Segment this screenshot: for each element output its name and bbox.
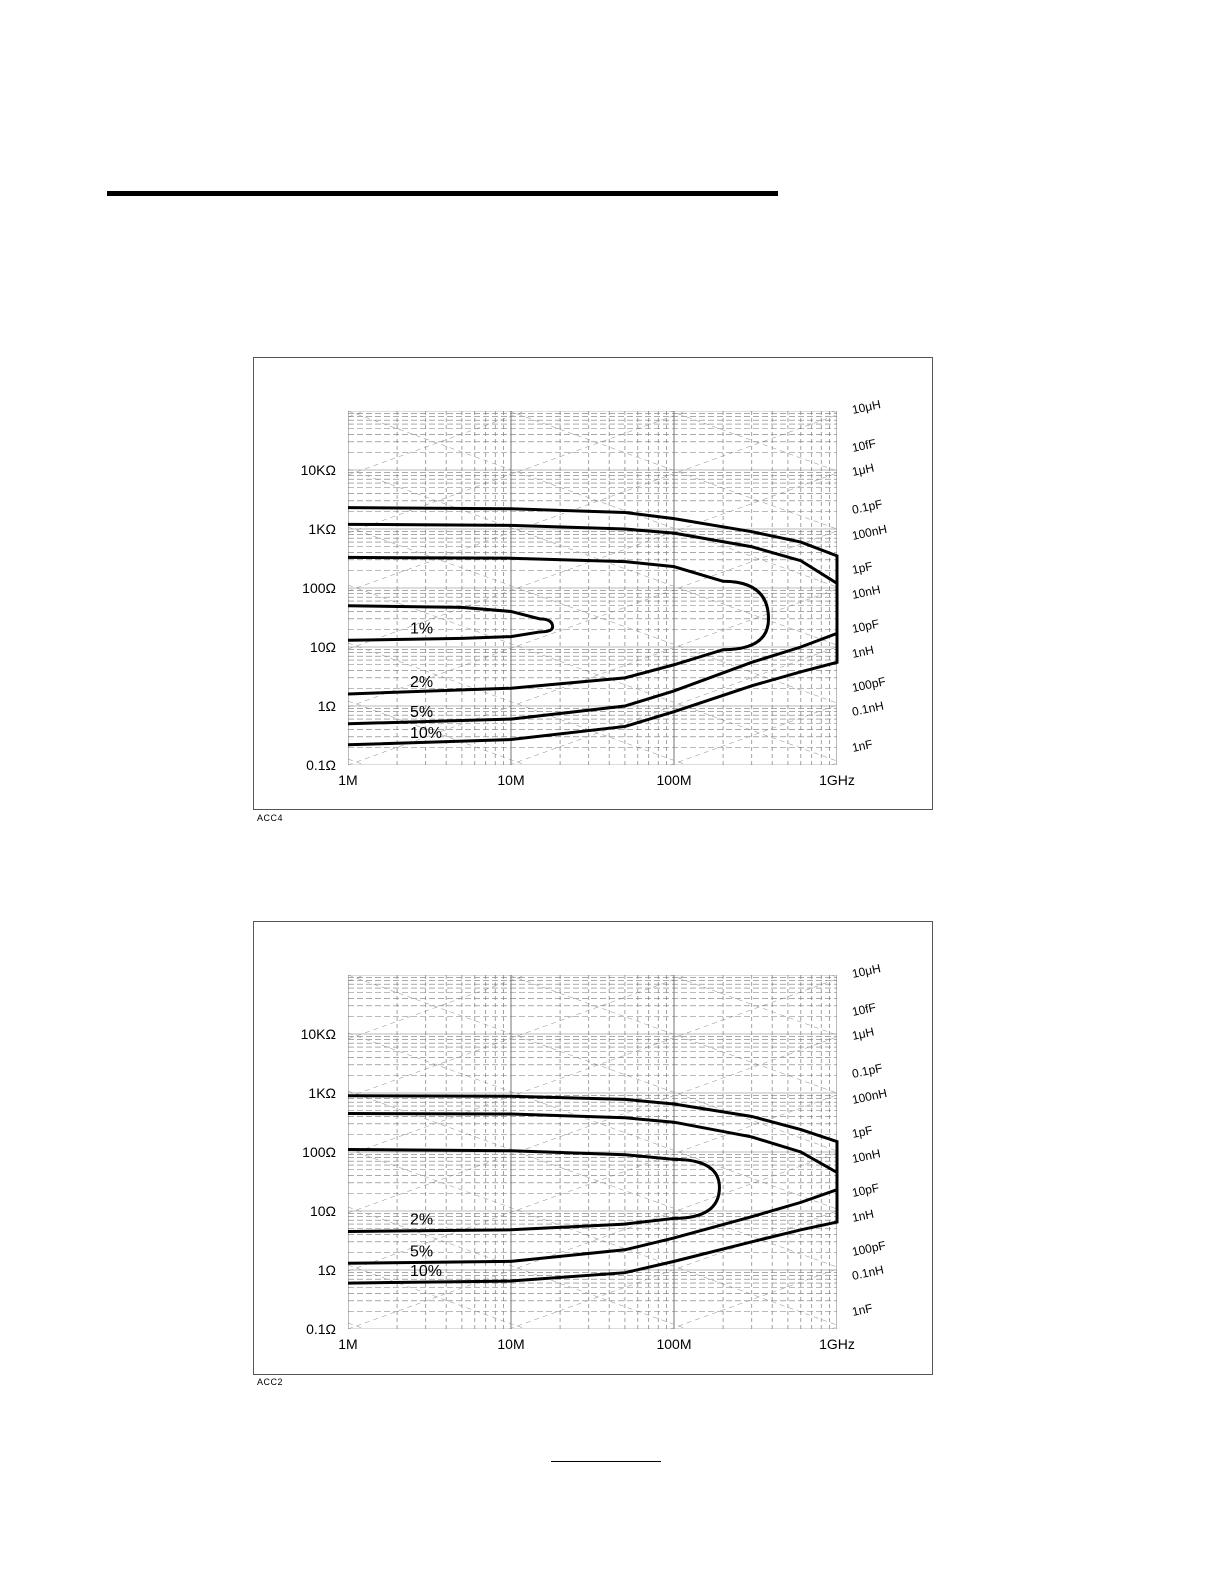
reactance-line (348, 358, 837, 413)
contour-label: 5% (409, 1243, 434, 1261)
x-tick-label: 100M (656, 772, 692, 788)
reactance-line (348, 759, 837, 809)
right-axis-label: 100nH (850, 1085, 889, 1107)
right-axis-label: 10μH (850, 397, 882, 417)
reactance-line (348, 1327, 837, 1374)
y-tick-label: 10KΩ (300, 1026, 336, 1042)
reactance-line (348, 1323, 837, 1374)
reactance-line (348, 1037, 837, 1213)
right-axis-label: 1pF (850, 558, 874, 577)
right-axis-label: 0.1pF (850, 1060, 884, 1081)
reactance-line (348, 922, 837, 1035)
reactance-line (348, 1269, 837, 1374)
right-axis-label: 10fF (850, 436, 878, 455)
chart-acc2 (254, 922, 932, 1374)
right-axis-label: 100nH (850, 521, 889, 543)
reactance-line (348, 922, 837, 981)
chart-id-label: ACC2 (257, 1377, 284, 1387)
y-tick-label: 0.1Ω (306, 1321, 336, 1337)
right-axis-label: 1nH (850, 1206, 876, 1225)
reactance-line (348, 1153, 837, 1329)
y-tick-label: 0.1Ω (306, 757, 336, 773)
right-axis-label: 100pF (850, 1238, 887, 1259)
reactance-line (348, 358, 837, 359)
right-axis-label: 1μH (850, 1024, 876, 1043)
right-axis-label: 10μH (850, 961, 882, 981)
y-tick-label: 1KΩ (308, 521, 336, 537)
right-axis-label: 10nH (850, 582, 882, 602)
right-axis-label: 100pF (850, 674, 887, 695)
contour-label: 1% (409, 620, 434, 638)
accuracy-contour (348, 1150, 719, 1232)
chart-acc4 (254, 358, 932, 809)
chart-panel-acc2 (253, 921, 933, 1375)
right-axis-label: 0.1nH (850, 1262, 885, 1283)
x-tick-label: 1GHz (819, 1336, 855, 1352)
y-tick-label: 1KΩ (308, 1085, 336, 1101)
footer-rule (551, 1461, 661, 1462)
y-tick-label: 10KΩ (300, 462, 336, 478)
contour-label: 10% (409, 724, 443, 742)
header-rule (107, 191, 778, 196)
contour-label: 5% (409, 703, 434, 721)
reactance-line (348, 975, 837, 1151)
right-axis-label: 10pF (850, 616, 881, 636)
x-tick-label: 10M (497, 1336, 525, 1352)
accuracy-contour (348, 606, 553, 641)
reactance-line (348, 979, 837, 1155)
x-tick-label: 10M (497, 772, 525, 788)
reactance-line (348, 358, 837, 471)
reactance-line (348, 358, 837, 417)
y-tick-label: 10Ω (309, 639, 336, 655)
y-tick-label: 100Ω (302, 1144, 336, 1160)
right-axis-label: 0.1nH (850, 698, 885, 719)
reactance-line (348, 358, 837, 529)
chart-id-label: ACC4 (257, 813, 284, 823)
y-tick-label: 1Ω (317, 698, 336, 714)
chart-panel-acc4 (253, 357, 933, 810)
reactance-line (348, 922, 837, 1093)
reactance-line (348, 1211, 837, 1374)
x-tick-label: 100M (656, 1336, 692, 1352)
reactance-line (348, 922, 837, 977)
right-axis-label: 1pF (850, 1122, 874, 1141)
right-axis-label: 1μH (850, 460, 876, 479)
contour-label: 2% (409, 1211, 434, 1229)
x-tick-label: 1GHz (819, 772, 855, 788)
reactance-line (348, 922, 837, 923)
y-tick-label: 100Ω (302, 580, 336, 596)
grid (348, 922, 837, 1374)
y-tick-label: 10Ω (309, 1203, 336, 1219)
x-tick-label: 1M (338, 772, 358, 788)
right-axis-label: 10fF (850, 1000, 878, 1019)
reactance-line (348, 922, 837, 1097)
right-axis-label: 10pF (850, 1180, 881, 1200)
right-axis-label: 1nF (850, 1300, 874, 1319)
right-axis-label: 1nF (850, 736, 874, 755)
right-axis-label: 1nH (850, 642, 876, 661)
reactance-line (348, 763, 837, 809)
y-tick-label: 1Ω (317, 1262, 336, 1278)
right-axis-label: 10nH (850, 1146, 882, 1166)
contour-label: 10% (409, 1263, 443, 1281)
contour-label: 2% (409, 673, 434, 691)
x-tick-label: 1M (338, 1336, 358, 1352)
right-axis-label: 0.1pF (850, 496, 884, 517)
reactance-line (348, 415, 837, 591)
